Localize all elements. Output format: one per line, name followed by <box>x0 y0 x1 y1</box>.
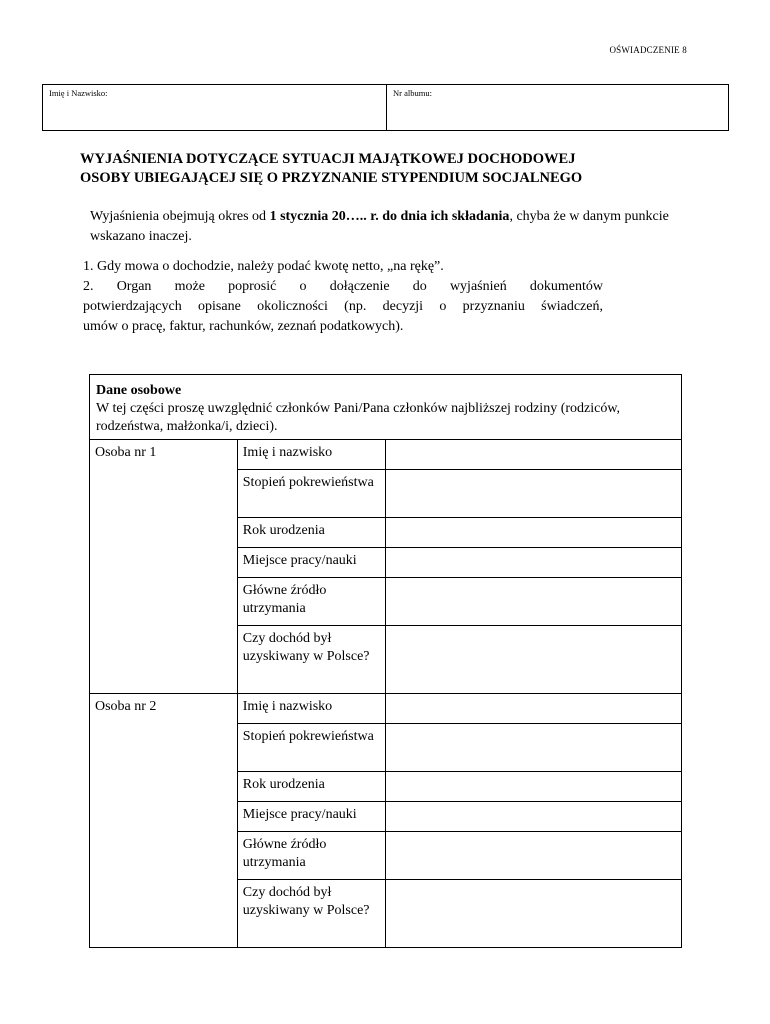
value-cell-birth-year[interactable] <box>385 518 681 548</box>
section-header <box>90 375 682 440</box>
field-label-birth-year: Rok urodzenia <box>237 772 385 802</box>
value-cell-income-poland[interactable] <box>385 626 681 694</box>
section-title: Dane osobowe <box>96 383 182 398</box>
value-cell-workplace[interactable] <box>385 802 681 832</box>
value-cell-relation[interactable] <box>385 724 681 772</box>
value-cell-birth-year[interactable] <box>385 772 681 802</box>
album-number-field[interactable] <box>387 85 728 130</box>
field-label-name: Imię i nazwisko <box>237 440 385 470</box>
field-label-relation: Stopień pokrewieństwa <box>237 470 385 518</box>
name-field[interactable] <box>43 85 387 130</box>
name-label: Imię i Nazwisko: <box>49 88 108 98</box>
note-item-2-line-1: 2. Organ może poprosić o dołączenie do wyjaśnień dokumentów <box>83 279 603 294</box>
field-label-birth-year: Rok urodzenia <box>237 518 385 548</box>
notes-list <box>83 257 603 337</box>
intro-suffix: , chyba że w danym punkcie wskazano inaczej. <box>90 209 669 244</box>
value-cell-relation[interactable] <box>385 470 681 518</box>
note-item-1: 1. Gdy mowa o dochodzie, należy podać kwotę netto, „na rękę”. <box>83 259 444 274</box>
value-cell-name[interactable] <box>385 440 681 470</box>
intro-prefix: Wyjaśnienia obejmują okres od <box>90 209 270 224</box>
document-label: OŚWIADCZENIE 8 <box>609 45 687 55</box>
intro-period: 1 stycznia 20….. r. do dnia ich składania <box>269 209 510 224</box>
value-cell-income-source[interactable] <box>385 832 681 880</box>
field-label-income-poland: Czy dochód był uzyskiwany w Polsce? <box>237 626 385 694</box>
identity-box <box>42 84 729 131</box>
value-cell-name[interactable] <box>385 694 681 724</box>
field-label-relation: Stopień pokrewieństwa <box>237 724 385 772</box>
album-label: Nr albumu: <box>393 88 432 98</box>
field-label-name: Imię i nazwisko <box>237 694 385 724</box>
field-label-workplace: Miejsce pracy/nauki <box>237 548 385 578</box>
section-description: W tej części proszę uwzględnić członków Pani/Pana członków najbliższej rodziny (rodziców, rodzeństwa, małżonka/i, dzieci). <box>96 401 621 434</box>
note-item-2-line-3: umów o pracę, faktur, rachunków, zeznań podatkowych). <box>83 319 404 334</box>
value-cell-income-poland[interactable] <box>385 880 681 948</box>
person-label: Osoba nr 1 <box>90 440 238 694</box>
title-line-1: WYJAŚNIENIA DOTYCZĄCE SYTUACJI MAJĄTKOWEJ DOCHODOWEJ <box>80 151 576 167</box>
field-label-income-source: Główne źródło utrzymania <box>237 832 385 880</box>
intro-paragraph <box>90 207 690 247</box>
field-label-income-source: Główne źródło utrzymania <box>237 578 385 626</box>
person-label: Osoba nr 2 <box>90 694 238 948</box>
personal-data-table <box>89 374 682 948</box>
document-title <box>80 150 640 188</box>
field-label-workplace: Miejsce pracy/nauki <box>237 802 385 832</box>
value-cell-income-source[interactable] <box>385 578 681 626</box>
title-line-2: OSOBY UBIEGAJĄCEJ SIĘ O PRZYZNANIE STYPENDIUM SOCJALNEGO <box>80 170 583 186</box>
note-item-2-line-2: potwierdzających opisane okoliczności (np. decyzji o przyznaniu świadczeń, <box>83 299 603 314</box>
value-cell-workplace[interactable] <box>385 548 681 578</box>
field-label-income-poland: Czy dochód był uzyskiwany w Polsce? <box>237 880 385 948</box>
